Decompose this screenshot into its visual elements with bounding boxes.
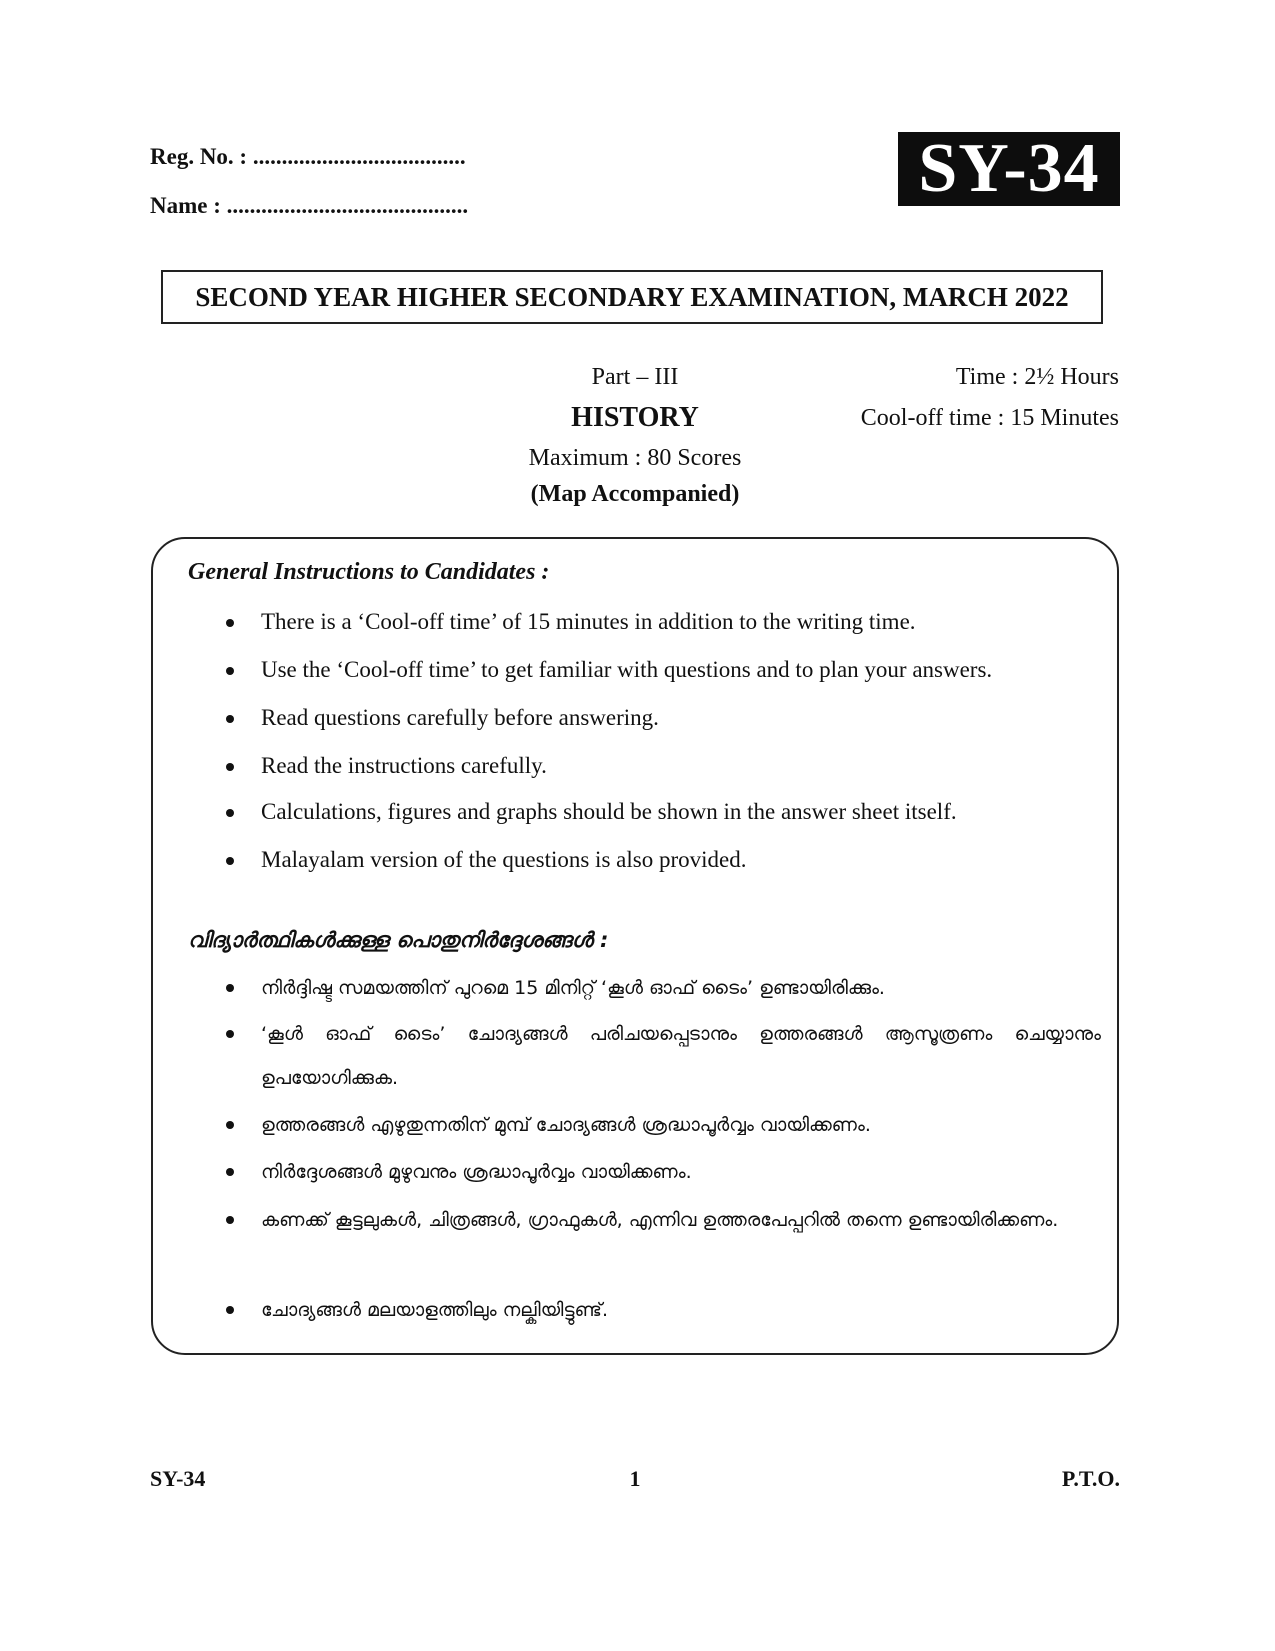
list-item: There is a ‘Cool-off time’ of 15 minutes in addition to the writing time. xyxy=(261,607,1101,637)
list-item: കണക്ക് കൂട്ടലുകൾ, ചിത്രങ്ങൾ, ഗ്രാഫുകൾ, എന്നിവ ഉത്തരപേപ്പറിൽ തന്നെ ഉണ്ടായിരിക്കണം. xyxy=(261,1198,1101,1242)
reg-no-field: Reg. No. : ..................................... xyxy=(150,144,466,169)
bullet-icon xyxy=(226,619,234,627)
list-item: Malayalam version of the questions is also provided. xyxy=(261,845,1101,875)
name-field: Name : .......................................... xyxy=(150,193,469,218)
bullet-icon xyxy=(226,809,234,817)
footer-paper-code: SY-34 xyxy=(150,1466,206,1491)
subject-title: HISTORY xyxy=(571,402,699,433)
list-item: Read questions carefully before answering. xyxy=(261,703,1101,733)
part-label: Part – III xyxy=(591,364,679,390)
exam-title: SECOND YEAR HIGHER SECONDARY EXAMINATION, MARCH 2022 xyxy=(161,270,1103,324)
time-allowed: Time : 2½ Hours xyxy=(955,364,1119,390)
bullet-icon xyxy=(226,1168,234,1176)
instructions-heading-en: General Instructions to Candidates : xyxy=(188,559,550,585)
list-item: ‘കൂൾ ഓഫ് ടൈം’ ചോദ്യങ്ങൾ പരിചയപ്പെടാനും ഉത്തരങ്ങൾ ആസൂത്രണം ചെയ്യാനും ഉപയോഗിക്കുക. xyxy=(261,1012,1101,1100)
list-item: Use the ‘Cool-off time’ to get familiar with questions and to plan your answers. xyxy=(261,655,1101,685)
bullet-icon xyxy=(226,857,234,865)
list-item: ഉത്തരങ്ങൾ എഴുതുന്നതിന് മുമ്പ് ചോദ്യങ്ങൾ ശ്രദ്ധാപൂർവ്വം വായിക്കണം. xyxy=(261,1103,1101,1147)
map-note: (Map Accompanied) xyxy=(530,481,740,507)
bullet-icon xyxy=(226,1216,234,1224)
cool-off-time: Cool-off time : 15 Minutes xyxy=(860,405,1119,431)
footer-pto: P.T.O. xyxy=(1061,1466,1120,1491)
list-item: ചോദ്യങ്ങൾ മലയാളത്തിലും നല്കിയിട്ടുണ്ട്. xyxy=(261,1288,1101,1332)
bullet-icon xyxy=(226,1121,234,1129)
list-item: Read the instructions carefully. xyxy=(261,751,1101,781)
paper-code-badge: SY-34 xyxy=(898,132,1120,206)
list-item: Calculations, figures and graphs should be shown in the answer sheet itself. xyxy=(261,797,1101,827)
max-score: Maximum : 80 Scores xyxy=(528,445,742,471)
instructions-heading-ml: വിദ്യാർത്ഥികൾക്കുള്ള പൊതുനിർദ്ദേശങ്ങൾ : xyxy=(188,928,609,952)
bullet-icon xyxy=(226,984,234,992)
bullet-icon xyxy=(226,1306,234,1314)
bullet-icon xyxy=(226,667,234,675)
bullet-icon xyxy=(226,715,234,723)
list-item: നിർദ്ദേശങ്ങൾ മുഴുവനും ശ്രദ്ധാപൂർവ്വം വായിക്കണം. xyxy=(261,1150,1101,1194)
footer-page-number: 1 xyxy=(629,1466,641,1491)
bullet-icon xyxy=(226,763,234,771)
list-item: നിർദ്ദിഷ്ട സമയത്തിന് പുറമെ 15 മിനിറ്റ് ‘കൂൾ ഓഫ് ടൈം’ ഉണ്ടായിരിക്കും. xyxy=(261,966,1101,1010)
bullet-icon xyxy=(226,1030,234,1038)
